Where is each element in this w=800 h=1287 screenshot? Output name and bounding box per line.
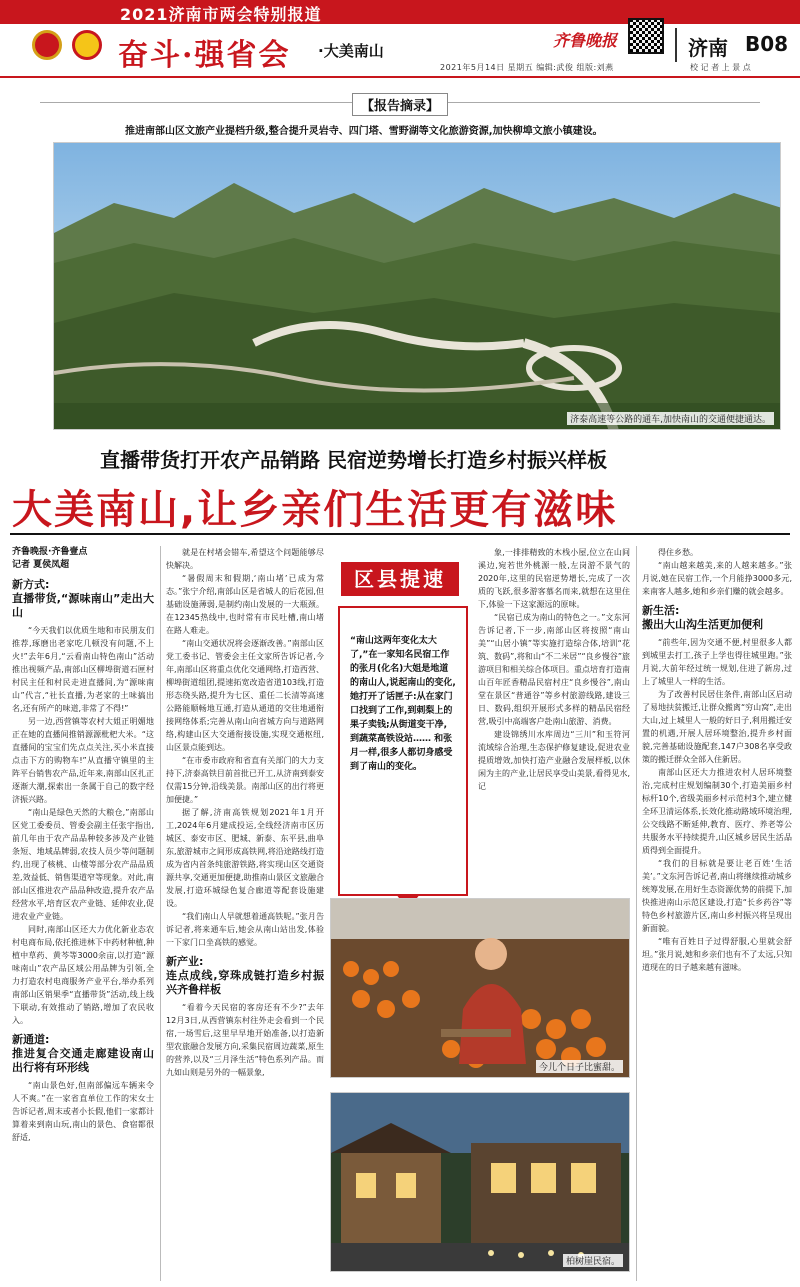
paragraph: “南山越来越美,来的人越来越多。”张月说,她在民宿工作,一个月能挣3000多元,来南客人越多,她和乡亲们赚的就会越多。 (642, 561, 792, 596)
paragraph: 得住乡愁。 (658, 548, 698, 557)
column-3 (478, 546, 630, 886)
report-label: 【报告摘录】 (352, 93, 448, 116)
paragraph: 南部山区还大力推进农村人居环境整治,完成村庄规划编制30个,打造美丽乡村标杆10个,省级美丽乡村示范村3个,建立健全环卫清运体系,长效化推动路域环境治理,公交线路不断延伸,教育、医疗、养老等公共服务水平持续提升,山区城乡居民生活品质得到全面提升。 (642, 768, 792, 855)
header-divider (675, 28, 677, 62)
paragraph: “暑假周末和假期,‘南山堵’已成为常态。”张宁介绍,南部山区是省城人的后花园,但基础设施薄弱,是制约南山发展的一大瓶颈。在12345热线中,也时常有市民吐槽,南山堵在路人难走。 (166, 574, 324, 635)
paragraph: 同时,南部山区还大力优化新业态农村电商布局,依托推进林下中药材种植,种植中草药、黄芩等3000余亩,以打造“源味南山”农产品区域公用品牌为引领,全力打造农村电商服务产业平台,举办系列南部山区销果季“直播带货”活动,线上线下联动,有效推动了销路,增加了农民收入。 (12, 925, 154, 1025)
persimmon-drying-photo (330, 898, 630, 1078)
section-title: 奋斗·强省会 (118, 38, 291, 73)
paragraph: “南山景色好,但南部偏远车辆来令人不爽。”在一家省直单位工作的宋女士告诉记者,周末或者小长假,他们一家都计算着来到南山玩,南山的景色、食宿都很舒适, (12, 1081, 154, 1142)
section4-heading (642, 604, 792, 632)
section1-title: 新方式: (12, 578, 50, 591)
paragraph: 就是在村堵会错车,希望这个问题能够尽快解决。 (166, 548, 324, 570)
pull-quote (338, 606, 468, 896)
headline-rule (10, 533, 790, 535)
section-subtitle: ·大美南山 (318, 42, 384, 60)
column-4 (642, 546, 792, 1281)
paragraph: 另一边,西营镇等农村大姐正明媚地正在她的直播间推销源源枇杷大米。“这直播间的宝宝们先点点关注,买小米直接点击下方的购物车!”从直播守镇里的主阵平台销售农产品,近年来,南部山区扎正逐渐大潮,探索出一条属于自己的数字经济振兴路。 (12, 717, 154, 804)
section4-title: 新生活: (642, 604, 680, 617)
paragraph: “南山是绿色天然的大粮仓,”南部山区党工委委员、管委会副主任张宇指出,前几年由于农产品品种较多涉及产业链条短、地域品牌弱,农技人员少等问题制约,出现了核桃、山楂等部分农产品品质差,效益低、销售渠道窄等现象。对此,南部山区推进农产品品种改造,提升农产品经营水平,培育区农产业链、延伸农业,促进农业产业链。 (12, 808, 154, 921)
byline-org: 齐鲁晚报·齐鲁壹点 (12, 547, 88, 557)
paragraph: 建设锦绣川水库周边“三川”和玉符河流域综合治理,生态保护修复建设,促进农业提质增效,加快打造产业融合发展样板,以休闲为主的产业,让居民享受山美景,看得见水,记 (478, 730, 630, 791)
column-2 (166, 546, 324, 1281)
column-divider (160, 546, 161, 1281)
national-emblem-icon (32, 30, 62, 60)
paper-logo: 齐鲁晚报 (553, 31, 618, 50)
paragraph: “今天我们以优质生地和市民朋友们推荐,琢磨出老家吃几顿没有问题,不上火!”去年6月,“云看南山特色南山”活动推出视频产品,南部山区柳埠街道石匣村村民主任和村民走进直播间,为“源味南山”代言,“社长直播,为老家的土味搞出名,还有所产的味道,非常了不得!” (12, 626, 154, 713)
special-report-title: 2021济南市两会特别报道 (120, 5, 322, 24)
photo1-caption: 济泰高速等公路的通车,加快南山的交通便捷通达。 (567, 412, 774, 425)
section-name: 济南 (688, 36, 728, 60)
paragraph: “唯有百姓日子过得舒服,心里就会舒坦。”张月说,她和乡亲们也有不了太远,只知道现在的日子越来越有滋味。 (642, 937, 792, 972)
photo2-caption: 今儿个日子比蜜甜。 (536, 1060, 623, 1073)
section4-subtitle: 搬出大山沟生活更加便利 (642, 618, 763, 631)
section2-subtitle: 推进复合交通走廊建设南山出行将有环形线 (12, 1047, 154, 1074)
paragraph: “我们的目标就是要让老百姓‘生活美’。”文东河告诉记者,南山将继续推动城乡统筹发展,在用好生态资源优势的前提下,加快推进南山示范区建设,打造“长乡药谷”等特色乡村旅游片区,南山乡村振兴将呈现出新面貌。 (642, 859, 792, 933)
section1-heading (12, 578, 154, 620)
qr-code-icon[interactable] (628, 18, 664, 54)
pull-quote-text: “南山这两年变化太大了,”在一家知名民宿工作的张月(化名)大姐是地道的南山人,说起南山的变化,她打开了话匣子:从在家门口找到了工作,到刺梨上的果子卖钱;从街道变干净,到蔬菜高铁设站…… 和张月一样,很多人都切身感受到了南山的变化。 (350, 636, 456, 772)
column-divider (636, 546, 637, 1281)
paragraph: “看着今天民宿的客房还有不少?”去年12月3日,从西营镇东村往外走会看到一个民宿,一场雪后,这里早早地开始准备,以打造新型农旅融合发展方向,采集民宿周边蔬菜,原生的营养,以及“三月泽生活”特色系列产品。而九如山则是另外的一幅景象, (166, 1003, 324, 1077)
page-number: B08 (745, 32, 789, 56)
section3-heading (166, 955, 324, 997)
paragraph: “前些年,因为交通不便,村里很多人都到城里去打工,孩子上学也得往城里跑。”张月说,大前年经过统一规划,住进了新房,过上了城里人一样的生活。 (642, 638, 792, 686)
section1-subtitle: 直播带货,“源味南山”走出大山 (12, 592, 154, 619)
section2-heading (12, 1033, 154, 1075)
paragraph: 为了改善村民居住条件,南部山区启动了易地扶贫搬迁,让群众搬离“穷山窝”,走出大山,过上城里人一般的好日子,利用搬迁安置的机遇,开展人居环境整治,提升乡村面貌,完善基础设施配套,147户308名享受政策的搬迁群众全部入住新居。 (642, 690, 792, 764)
section3-title: 新产业: (166, 955, 204, 968)
column-1 (12, 546, 154, 1281)
article-headline: 大美南山,让乡亲们生活更有滋味 (12, 487, 618, 533)
district-speedup-badge: 区县提速 (341, 562, 459, 596)
article-kicker: 直播带货打开农产品销路 民宿逆势增长打造乡村振兴样板 (100, 448, 607, 472)
paragraph: “在市委市政府和省直有关部门的大力支持下,济泰高铁目前首批已开工,从济南到泰安仅需15分钟,沿线美景。南部山区的出行将更加便捷。” (166, 756, 324, 804)
section3-subtitle: 连点成线,穿珠成链打造乡村振兴齐鲁样板 (166, 969, 324, 996)
byline-reporter: 记者 夏侯凤超 (12, 560, 70, 570)
mountain-highway-photo (53, 142, 781, 430)
photo3-caption: 柏树崖民宿。 (563, 1254, 623, 1267)
paragraph: 象,一排排精致的木栈小屋,位立在山间溪边,宛若世外桃源一般,左岗游不景气的2020年,这里的民宿逆势增长,完成了一次质的飞跃,很多游客慕名而来,就想在这里住下,体验一下这家源远的原味。 (478, 548, 630, 609)
paragraph: 据了解,济南高铁规划2021年1月开工,2024年6月建成投运,全线经济南市区历城区、泰安市区、肥城、新泰、东平县,曲阜东,旅游城市之间形成高铁网,将沿途路线打造成为省内首条纯旅游铁路,将实现山区交通资源共享,交通更加便捷,助推南山景区文旅融合发展,打造环城绿色复合廊道等配套设施建设。 (166, 808, 324, 908)
paragraph: “南山交通状况将会逐渐改善。”南部山区党工委书记、管委会主任文家所告诉记者,今年,南部山区将重点优化交通网络,打造西营、柳埠街道组团,提速拓宽改造省道103线,打造形态绕头路,提升为七区、重任二长清等高速公路能顺畅地互通,打造从通道的交往地通衔接网络体系;完善从南山向省城方向与道路网络,构建山区大交通衔接设施,实现交通枢纽,山区景点能到达。 (166, 639, 324, 752)
party-emblem-icon (72, 30, 102, 60)
report-text: 推进南部山区文旅产业提档升级,整合提升灵岩寺、四门塔、雪野湖等文化旅游资源,加快柳埠文旅小镇建设。 (125, 126, 603, 137)
paragraph: “民宿已成为南山的特色之一。”文东河告诉记者,下一步,南部山区将按照“南山美”“山居小镇”等实施打造综合体,培训“花筑、数码”,将和山“不二米居”“良乡慢谷”旅游项目和相关综合体项目。重点培育打造南山百年匠香精品民宿村庄“良乡慢谷”,南山堂在景区“普通谷”等乡村旅游线路,建设三日、数码,组织开展形式多样的精品民宿经营,吸引中高端客户赴南山旅游、消费。 (478, 613, 630, 726)
paragraph: “我们南山人早就想着通高铁呢。”张月告诉记者,将来通车后,她会从南山站出发,体验一下家门口坐高铁的感觉。 (166, 912, 324, 947)
homestay-photo (330, 1092, 630, 1272)
date-line: 2021年5月14日 星期五 编辑:武俊 组版:刘燕 (440, 63, 614, 72)
editors-line: 校 记 者 上 景 点 (690, 63, 751, 72)
header-rule (0, 76, 800, 78)
section2-title: 新通道: (12, 1033, 50, 1046)
